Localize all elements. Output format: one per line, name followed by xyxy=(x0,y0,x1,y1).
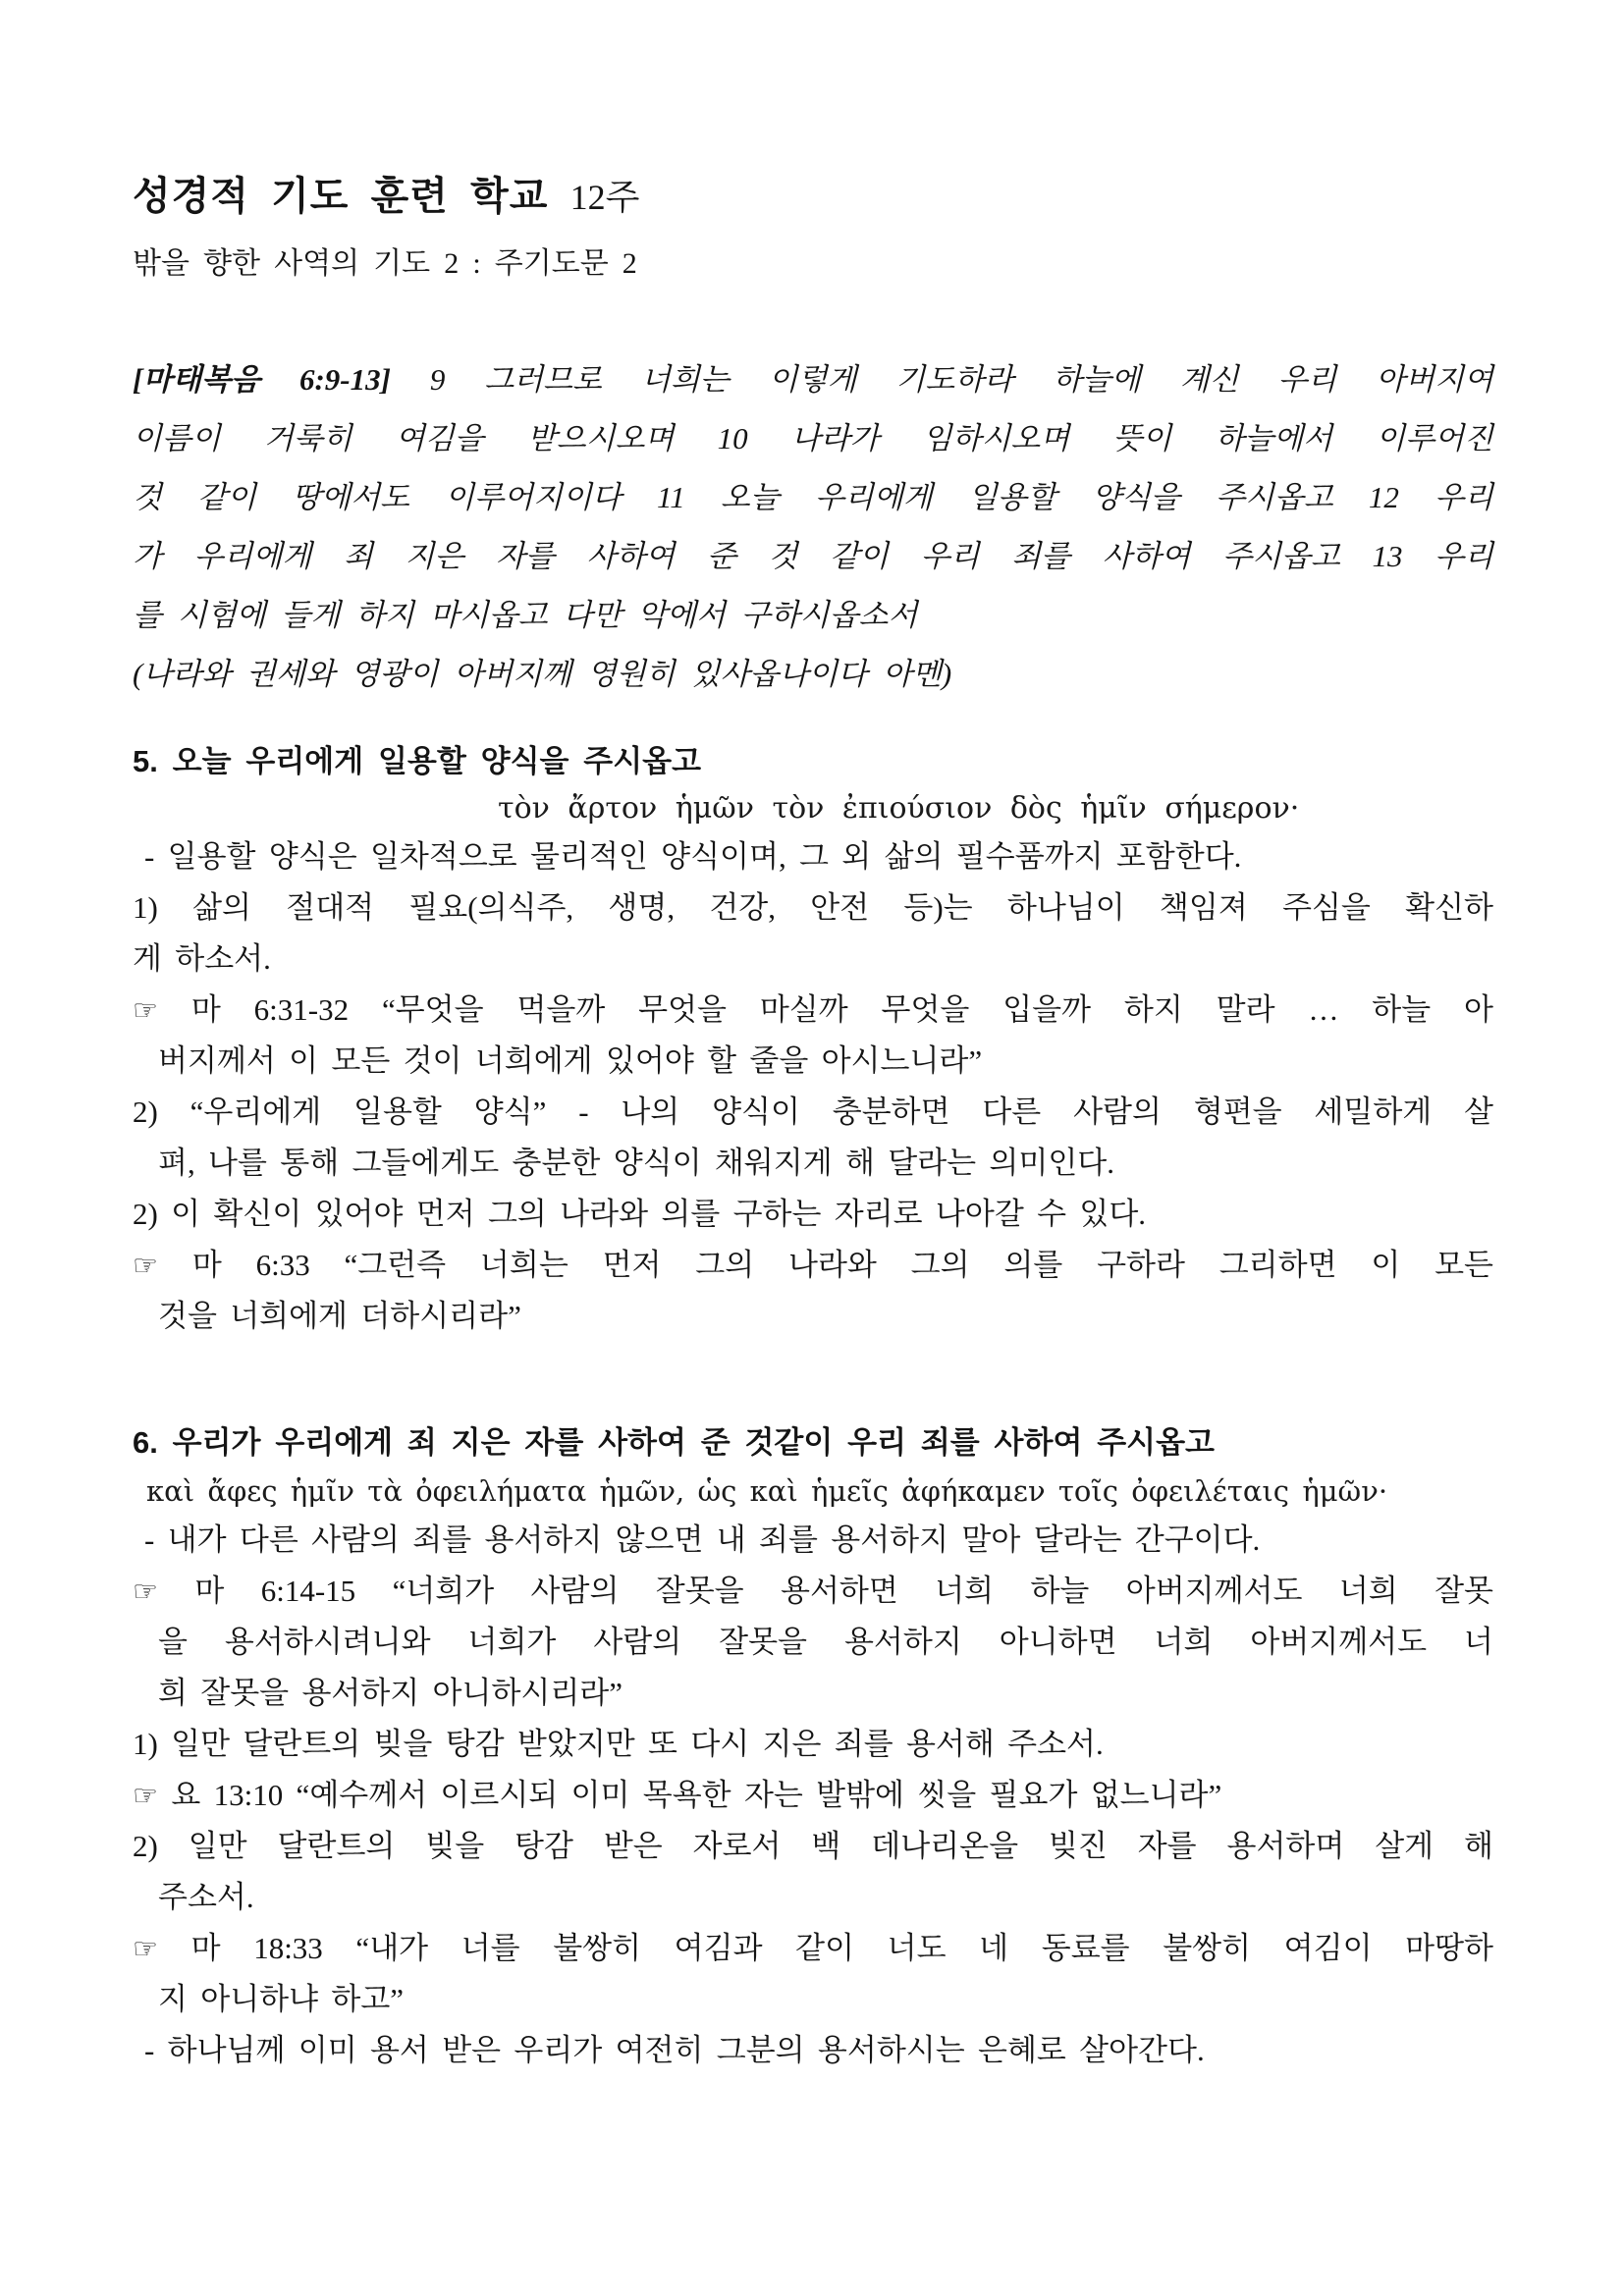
scripture-line: 것 같이 땅에서도 이루어지이다 11 오늘 우리에게 일용할 양식을 주시옵고 12 우리 xyxy=(133,480,1493,514)
body-line-text: 마 6:31-32 “무엇을 먹을까 무엇을 마실까 무엇을 입을까 하지 말라 … 하늘 아 xyxy=(190,992,1493,1027)
body-line xyxy=(133,1770,1493,1821)
body-line-text: 마 6:33 “그런즉 너희는 먼저 그의 나라와 그의 의를 구하라 그리하면 이 모든 xyxy=(191,1248,1493,1282)
scripture-passage xyxy=(133,350,1493,704)
pointing-hand-icon: ☞ xyxy=(133,1932,158,1965)
pointing-hand-icon: ☞ xyxy=(133,993,158,1027)
body-line: - 내가 다른 사람의 죄를 용서하지 않으면 내 죄를 용서하지 말아 달라는 간구이다. xyxy=(144,1522,1261,1557)
scripture-reference: [마태복음 6:9-13] xyxy=(133,362,391,397)
body-line: 버지께서 이 모든 것이 너희에게 있어야 할 줄을 아시느니라” xyxy=(158,1043,983,1078)
body-line: - 일용할 양식은 일차적으로 물리적인 양식이며, 그 외 삶의 필수품까지 포함한다. xyxy=(144,839,1242,874)
doc-title-week: 12주 xyxy=(569,178,640,217)
scripture-line: 를 시험에 들게 하지 마시옵고 다만 악에서 구하시옵소서 xyxy=(133,598,918,632)
doc-subtitle: 밖을 향한 사역의 기도 2 : 주기도문 2 xyxy=(133,247,637,280)
section-5-greek-line: τὸν ἄρτον ἡμῶν τὸν ἐπιούσιον δὸς ἡμῖν σήμερον· xyxy=(498,791,1300,826)
body-line-text: 마 6:14-15 “너희가 사람의 잘못을 용서하면 너희 하늘 아버지께서도 너희 잘못 xyxy=(194,1574,1493,1608)
body-line xyxy=(133,1240,1493,1291)
body-line: 것을 너희에게 더하시리라” xyxy=(158,1299,521,1333)
body-line: 지 아니하냐 하고” xyxy=(158,1982,405,2016)
body-line xyxy=(133,1566,1493,1617)
body-line-text: 마 18:33 “내가 너를 불쌍히 여김과 같이 너도 네 동료를 불쌍히 여김이 마땅하 xyxy=(190,1931,1493,1965)
body-line xyxy=(133,985,1493,1036)
body-line: 주소서. xyxy=(158,1880,254,1914)
scripture-line: 이름이 거룩히 여김을 받으시오며 10 나라가 임하시오며 뜻이 하늘에서 이루어진 xyxy=(133,421,1493,455)
pointing-hand-icon: ☞ xyxy=(133,1575,158,1608)
document-content xyxy=(133,0,1493,2076)
doc-title xyxy=(133,173,1493,221)
scripture-line-text: 9 그러므로 너희는 이렇게 기도하라 하늘에 계신 우리 아버지여 xyxy=(429,362,1493,397)
body-line: 2) “우리에게 일용할 양식” - 나의 양식이 충분하면 다른 사람의 형편을 세밀하게 살 xyxy=(133,1095,1493,1129)
section-5-heading: 5. 오늘 우리에게 일용할 양식을 주시옵고 xyxy=(133,744,702,778)
scripture-line xyxy=(133,350,1493,409)
body-line: 2) 일만 달란트의 빚을 탕감 받은 자로서 백 데나리온을 빚진 자를 용서하며 살게 해 xyxy=(133,1829,1493,1863)
section-6-greek-line: καὶ ἄφες ἡμῖν τὰ ὀφειλήματα ἡμῶν, ὡς καὶ ἡμεῖς ἀφήκαμεν τοῖς ὀφειλέταις ἡμῶν· xyxy=(146,1474,1388,1508)
scripture-line: (나라와 권세와 영광이 아버지께 영원히 있사옵나이다 아멘) xyxy=(133,657,952,691)
section-6-body xyxy=(133,1515,1493,2076)
body-line: 게 하소서. xyxy=(133,941,271,976)
body-line: 을 용서하시려니와 너희가 사람의 잘못을 용서하지 아니하면 너희 아버지께서도 너 xyxy=(158,1625,1493,1659)
section-6-heading: 6. 우리가 우리에게 죄 지은 자를 사하여 준 것같이 우리 죄를 사하여 주시옵고 xyxy=(133,1425,1215,1460)
body-line: - 하나님께 이미 용서 받은 우리가 여전히 그분의 용서하시는 은혜로 살아간다. xyxy=(144,2033,1205,2067)
body-line: 1) 삶의 절대적 필요(의식주, 생명, 건강, 안전 등)는 하나님이 책임져 주심을 확신하 xyxy=(133,890,1493,925)
body-line xyxy=(133,1923,1493,1974)
section-5-body xyxy=(133,831,1493,1342)
pointing-hand-icon: ☞ xyxy=(133,1779,158,1812)
body-line-text: 요 13:10 “예수께서 이르시되 이미 목욕한 자는 발밖에 씻을 필요가 없느니라” xyxy=(171,1778,1222,1812)
body-line: 2) 이 확신이 있어야 먼저 그의 나라와 의를 구하는 자리로 나아갈 수 있다. xyxy=(133,1197,1147,1231)
doc-title-text: 성경적 기도 훈련 학교 xyxy=(133,174,549,218)
body-line: 1) 일만 달란트의 빚을 탕감 받았지만 또 다시 지은 죄를 용서해 주소서. xyxy=(133,1727,1104,1761)
pointing-hand-icon: ☞ xyxy=(133,1249,158,1282)
scripture-line: 가 우리에게 죄 지은 자를 사하여 준 것 같이 우리 죄를 사하여 주시옵고 13 우리 xyxy=(133,539,1493,573)
body-line: 펴, 나를 통해 그들에게도 충분한 양식이 채워지게 해 달라는 의미인다. xyxy=(158,1146,1114,1180)
body-line: 희 잘못을 용서하지 아니하시리라” xyxy=(158,1676,623,1710)
